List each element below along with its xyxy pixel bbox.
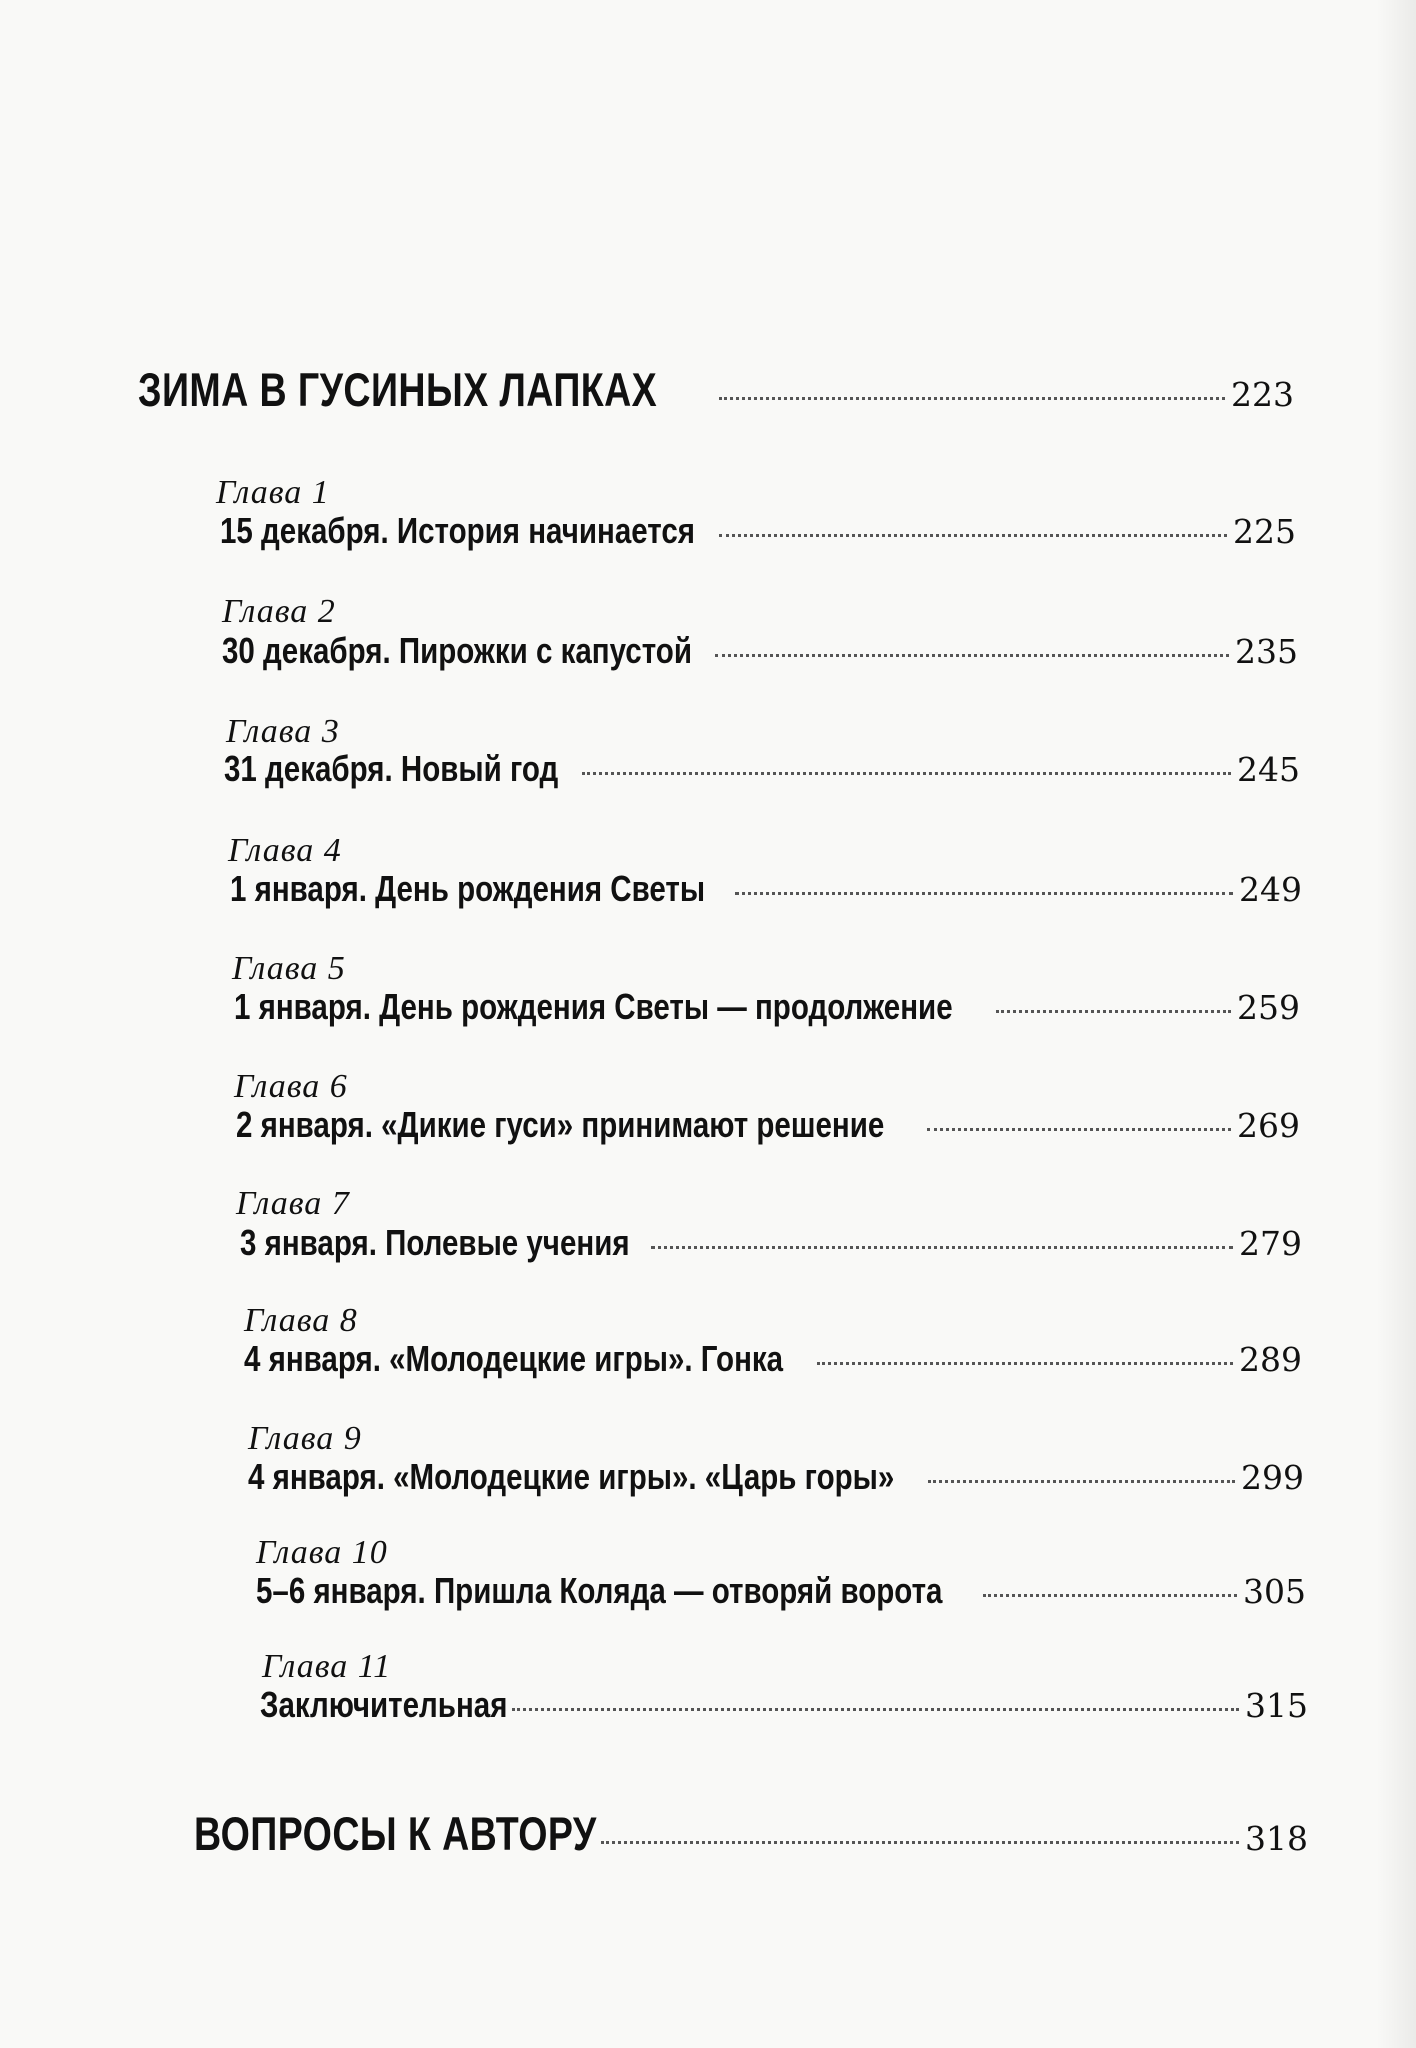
dot-leader bbox=[715, 654, 1229, 657]
chapter-title: 1 января. День рождения Светы — продолжение bbox=[234, 986, 953, 1027]
page-number: 318 bbox=[1245, 1819, 1308, 1858]
chapter-label: Глава 9 bbox=[248, 1420, 362, 1457]
toc-entry-row[interactable] bbox=[234, 986, 1300, 1028]
dot-leader bbox=[651, 1246, 1233, 1249]
page-number: 305 bbox=[1243, 1572, 1306, 1611]
dot-leader bbox=[817, 1362, 1233, 1365]
page-number: 225 bbox=[1233, 512, 1296, 551]
chapter-label: Глава 7 bbox=[236, 1185, 350, 1222]
toc-entry-row[interactable] bbox=[240, 1222, 1302, 1264]
page-number: 315 bbox=[1245, 1686, 1308, 1725]
chapter-title: 31 декабря. Новый год bbox=[224, 748, 559, 789]
toc-entry-row[interactable] bbox=[230, 868, 1302, 910]
dot-leader bbox=[719, 534, 1227, 537]
dot-leader bbox=[996, 1010, 1231, 1013]
chapter-title: 4 января. «Молодецкие игры». Гонка bbox=[244, 1338, 784, 1379]
chapter-title: 15 декабря. История начинается bbox=[220, 510, 696, 551]
toc-entry-row[interactable] bbox=[256, 1570, 1306, 1612]
chapter-title: 4 января. «Молодецкие игры». «Царь горы» bbox=[248, 1456, 895, 1497]
page-number: 249 bbox=[1239, 870, 1302, 909]
chapter-label: Глава 10 bbox=[256, 1534, 388, 1571]
page-number: 289 bbox=[1239, 1340, 1302, 1379]
page-number: 299 bbox=[1241, 1458, 1304, 1497]
dot-leader bbox=[601, 1841, 1239, 1844]
toc-entry-row[interactable] bbox=[260, 1684, 1308, 1726]
toc-entry-row[interactable] bbox=[220, 510, 1296, 552]
chapter-title: 30 декабря. Пирожки с капустой bbox=[222, 630, 692, 671]
page-number: 259 bbox=[1237, 988, 1300, 1027]
chapter-title: 5–6 января. Пришла Коляда — отворяй ворота bbox=[256, 1570, 943, 1611]
chapter-title: Заключительная bbox=[260, 1684, 508, 1725]
toc-entry-row[interactable] bbox=[236, 1104, 1300, 1146]
dot-leader bbox=[582, 772, 1231, 775]
page-number: 235 bbox=[1235, 632, 1298, 671]
toc-entry-row[interactable] bbox=[248, 1456, 1304, 1498]
chapter-label: Глава 3 bbox=[226, 713, 340, 750]
page-number: 279 bbox=[1239, 1224, 1302, 1263]
page-number: 269 bbox=[1237, 1106, 1300, 1145]
toc-entry-row[interactable] bbox=[244, 1338, 1302, 1380]
dot-leader bbox=[719, 397, 1225, 400]
chapter-label: Глава 8 bbox=[244, 1302, 358, 1339]
chapter-label: Глава 2 bbox=[222, 593, 336, 630]
dot-leader bbox=[512, 1708, 1239, 1711]
dot-leader bbox=[927, 1128, 1231, 1131]
toc-entry-row[interactable] bbox=[222, 630, 1298, 672]
page-number: 223 bbox=[1231, 375, 1294, 414]
page-edge-shadow bbox=[1376, 0, 1416, 2048]
page-number: 245 bbox=[1237, 750, 1300, 789]
toc-section-row[interactable] bbox=[138, 362, 1294, 417]
dot-leader bbox=[983, 1594, 1237, 1597]
chapter-label: Глава 1 bbox=[216, 474, 330, 511]
toc-section-row[interactable] bbox=[194, 1806, 1308, 1861]
chapter-label: Глава 5 bbox=[232, 950, 346, 987]
chapter-label: Глава 4 bbox=[228, 832, 342, 869]
dot-leader bbox=[735, 892, 1233, 895]
chapter-label: Глава 11 bbox=[262, 1648, 392, 1685]
chapter-title: 2 января. «Дикие гуси» принимают решение bbox=[236, 1104, 885, 1145]
toc-entry-row[interactable] bbox=[224, 748, 1300, 790]
section-title: ЗИМА В ГУСИНЫХ ЛАПКАХ bbox=[138, 363, 658, 416]
dot-leader bbox=[928, 1480, 1235, 1483]
chapter-title: 3 января. Полевые учения bbox=[240, 1222, 630, 1263]
section-title: ВОПРОСЫ К АВТОРУ bbox=[194, 1807, 597, 1860]
chapter-label: Глава 6 bbox=[234, 1068, 348, 1105]
chapter-title: 1 января. День рождения Светы bbox=[230, 868, 706, 909]
